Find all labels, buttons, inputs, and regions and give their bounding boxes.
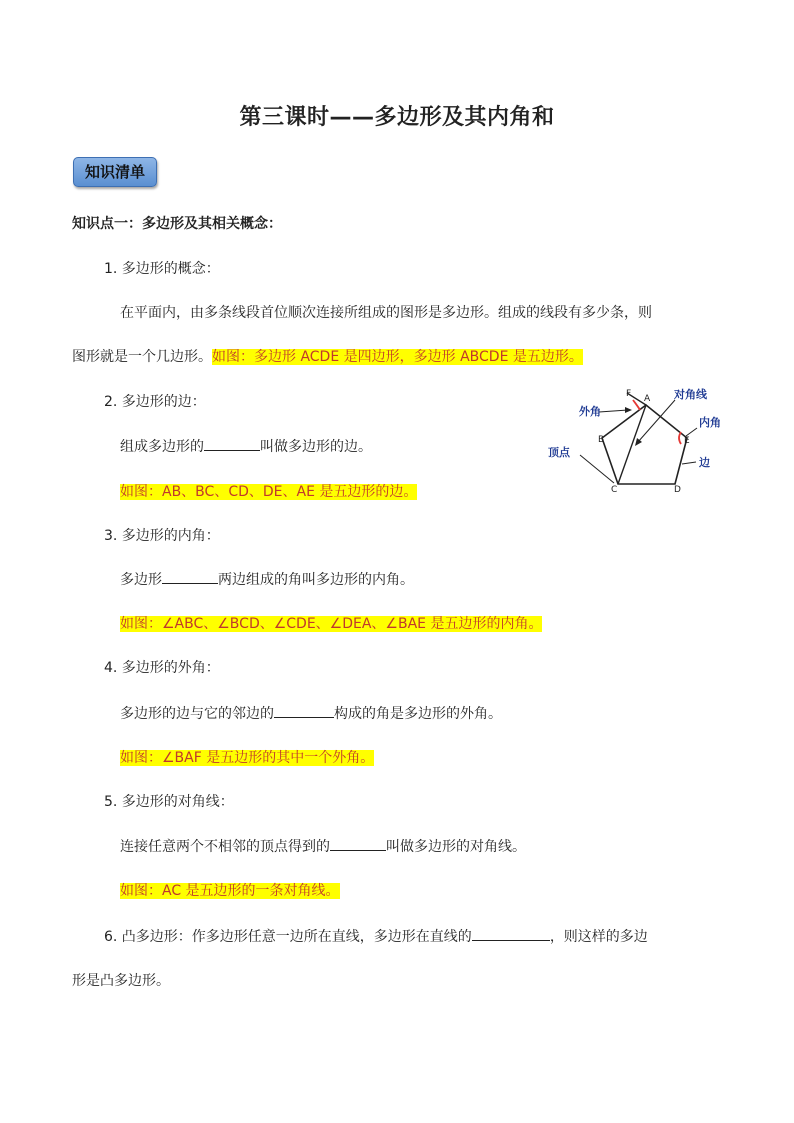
item-4-heading: 4. 多边形的外角： xyxy=(104,660,220,676)
interior-arrow xyxy=(686,428,697,436)
item-6-text-a: 6. 凸多边形：作多边形任意一边所在直线，多边形在直线的 xyxy=(104,929,472,945)
exterior-arrowhead xyxy=(625,407,632,413)
point-c-label: C xyxy=(611,485,618,495)
item-1-example: 如图：多边形 ACDE 是四边形，多边形 ABCDE 是五边形。 xyxy=(212,349,583,365)
vertex-caption: 顶点 xyxy=(548,446,570,459)
item-1-text: 图形就是一个几边形。 xyxy=(72,349,212,365)
point-a-label: A xyxy=(644,394,651,404)
fill-blank xyxy=(204,436,260,451)
page-title: 第三课时——多边形及其内角和 xyxy=(239,105,555,130)
interior-angle-arc xyxy=(679,432,681,444)
point-b-label: B xyxy=(598,435,605,445)
item-5-text-b: 叫做多边形的对角线。 xyxy=(386,839,526,855)
item-2-sentence xyxy=(120,436,372,456)
item-4-example-line xyxy=(120,747,374,767)
side-caption: 边 xyxy=(699,456,710,469)
fill-blank xyxy=(472,926,550,941)
item-1-paragraph-line-1: 在平面内，由多条线段首位顺次连接所组成的图形是多边形。组成的线段有多少条，则 xyxy=(120,305,652,321)
point-d-label: D xyxy=(674,485,681,495)
item-6-text-b: ，则这样的多边 xyxy=(549,929,648,945)
item-3-text-b: 两边组成的角叫多边形的内角。 xyxy=(218,572,414,588)
item-4-text-a: 多边形的边与它的邻边的 xyxy=(120,706,274,722)
item-4-sentence xyxy=(120,703,502,723)
item-3-heading: 3. 多边形的内角： xyxy=(104,528,220,544)
knowledge-point-heading: 知识点一：多边形及其相关概念： xyxy=(72,216,282,232)
pentagon-figure xyxy=(540,380,730,495)
item-4-text-b: 构成的角是多边形的外角。 xyxy=(334,706,502,722)
item-2-example: 如图：AB、BC、CD、DE、AE 是五边形的边。 xyxy=(120,484,418,500)
item-3-example: 如图：∠ABC、∠BCD、∠CDE、∠DEA、∠BAE 是五边形的内角。 xyxy=(120,616,543,632)
interior-angle-caption: 内角 xyxy=(699,416,721,429)
item-4-example: 如图：∠BAF 是五边形的其中一个外角。 xyxy=(120,750,375,766)
item-3-text-a: 多边形 xyxy=(120,572,162,588)
fill-blank xyxy=(162,569,218,584)
item-3-example-line xyxy=(120,613,542,633)
item-2-text-b: 叫做多边形的边。 xyxy=(260,439,372,455)
point-e-label: E xyxy=(684,436,690,446)
exterior-angle-caption: 外角 xyxy=(579,405,601,418)
item-5-sentence xyxy=(120,836,526,856)
exterior-arrow xyxy=(599,410,628,412)
item-3-sentence xyxy=(120,569,414,589)
item-2-heading: 2. 多边形的边： xyxy=(104,394,206,410)
item-5-example-line xyxy=(120,880,340,900)
item-6-line-2: 形是凸多边形。 xyxy=(72,973,170,989)
section-badge: 知识清单 xyxy=(73,157,157,187)
item-5-example: 如图：AC 是五边形的一条对角线。 xyxy=(120,883,340,899)
fill-blank xyxy=(274,703,334,718)
point-f-label: F xyxy=(626,389,632,399)
item-2-text-a: 组成多边形的 xyxy=(120,439,204,455)
side-arrow xyxy=(682,462,696,464)
exterior-angle-arc xyxy=(633,400,640,410)
item-5-heading: 5. 多边形的对角线： xyxy=(104,794,234,810)
item-1-paragraph-line-2 xyxy=(72,346,583,366)
item-1-heading: 1. 多边形的概念： xyxy=(104,261,220,277)
item-6-line-1 xyxy=(104,926,648,946)
item-5-text-a: 连接任意两个不相邻的顶点得到的 xyxy=(120,839,330,855)
pentagon-outline xyxy=(602,405,687,484)
diagonal-caption: 对角线 xyxy=(674,388,707,401)
fill-blank xyxy=(330,836,386,851)
diagonal-ac-line xyxy=(618,405,646,484)
item-2-example-line xyxy=(120,481,417,501)
